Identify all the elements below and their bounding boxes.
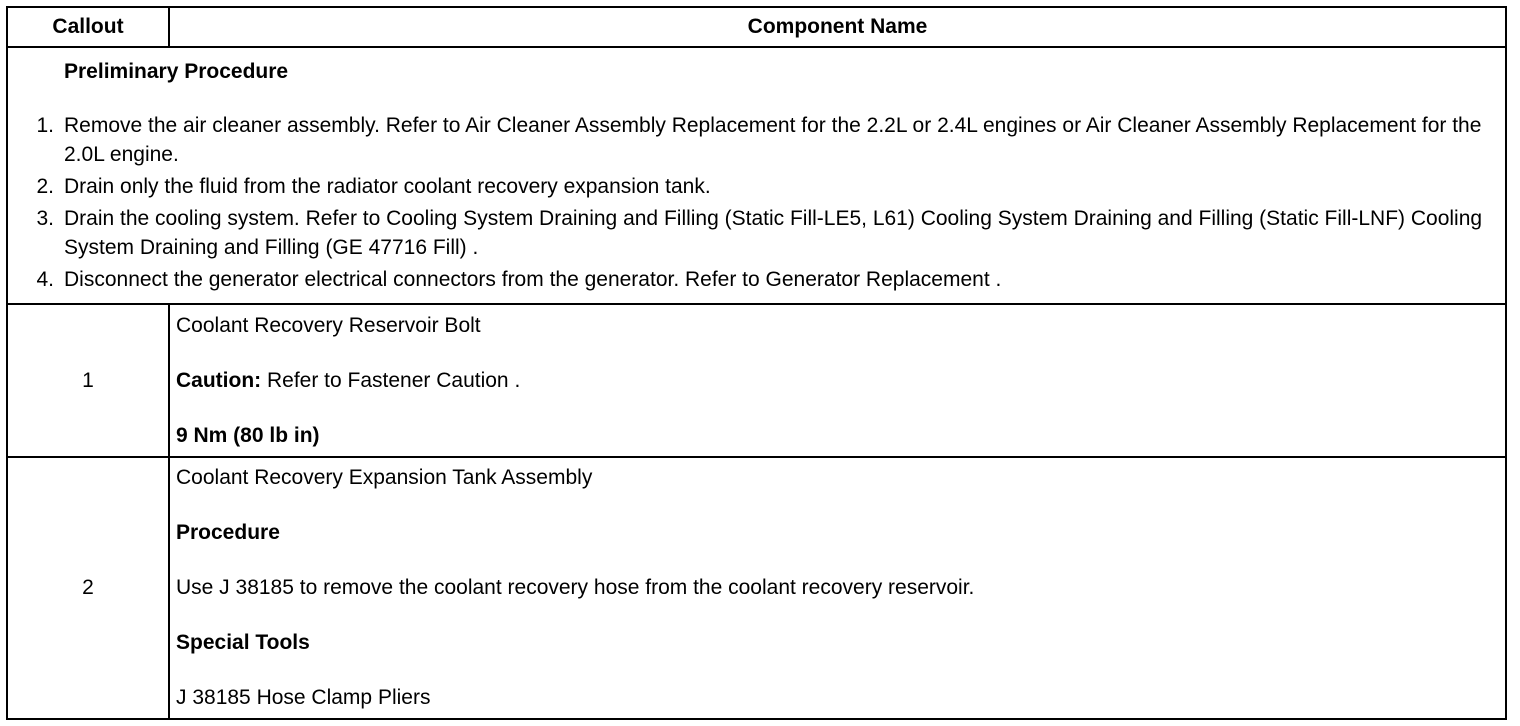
component-name: Coolant Recovery Expansion Tank Assembly bbox=[176, 466, 593, 489]
header-callout: Callout bbox=[7, 7, 169, 47]
header-row bbox=[7, 7, 1506, 47]
caution-text: Refer to Fastener Caution . bbox=[261, 368, 521, 392]
procedure-label: Procedure bbox=[176, 521, 280, 544]
step-text: Drain the cooling system. Refer to Cooling System Draining and Filling (Static Fill-LE5, L61) Cooling System Draining and Filling (Static Fill-LNF) Cooling System Draining and Filling (GE 47716 Fill) . bbox=[64, 207, 1483, 259]
list-item bbox=[36, 172, 1485, 201]
procedure-text: Use J 38185 to remove the coolant recovery hose from the coolant recovery reservoir. bbox=[176, 576, 975, 599]
component-name: Coolant Recovery Reservoir Bolt bbox=[176, 313, 481, 337]
table-row bbox=[7, 304, 1506, 457]
step-text: Disconnect the generator electrical connectors from the generator. Refer to Generator Replacement . bbox=[64, 268, 1002, 291]
component-cell bbox=[169, 304, 1506, 457]
step-number: 4. bbox=[36, 268, 54, 291]
list-item bbox=[36, 204, 1485, 262]
step-number: 3. bbox=[36, 207, 54, 230]
step-text: Remove the air cleaner assembly. Refer to Air Cleaner Assembly Replacement for the 2.2L or 2.4L engines or Air Cleaner Assembly Replacement for the 2.0L engine. bbox=[64, 114, 1482, 166]
component-cell bbox=[169, 457, 1506, 719]
step-number: 2. bbox=[36, 175, 54, 198]
table-row bbox=[7, 457, 1506, 719]
callout-number: 1 bbox=[7, 304, 169, 457]
step-text: Drain only the fluid from the radiator coolant recovery expansion tank. bbox=[64, 175, 711, 198]
caution-line bbox=[176, 369, 1499, 393]
preliminary-title: Preliminary Procedure bbox=[64, 60, 289, 83]
torque-spec: 9 Nm (80 lb in) bbox=[176, 423, 320, 447]
callout-number: 2 bbox=[7, 457, 169, 719]
special-tools-text: J 38185 Hose Clamp Pliers bbox=[176, 686, 431, 709]
procedure-table bbox=[6, 6, 1507, 720]
special-tools-label: Special Tools bbox=[176, 631, 310, 654]
preliminary-cell bbox=[7, 47, 1506, 304]
caution-label: Caution: bbox=[176, 368, 262, 392]
list-item bbox=[36, 111, 1485, 169]
list-item bbox=[36, 265, 1485, 294]
preliminary-steps bbox=[26, 111, 1485, 294]
step-number: 1. bbox=[36, 114, 54, 137]
header-component-name: Component Name bbox=[169, 7, 1506, 47]
preliminary-row bbox=[7, 47, 1506, 304]
